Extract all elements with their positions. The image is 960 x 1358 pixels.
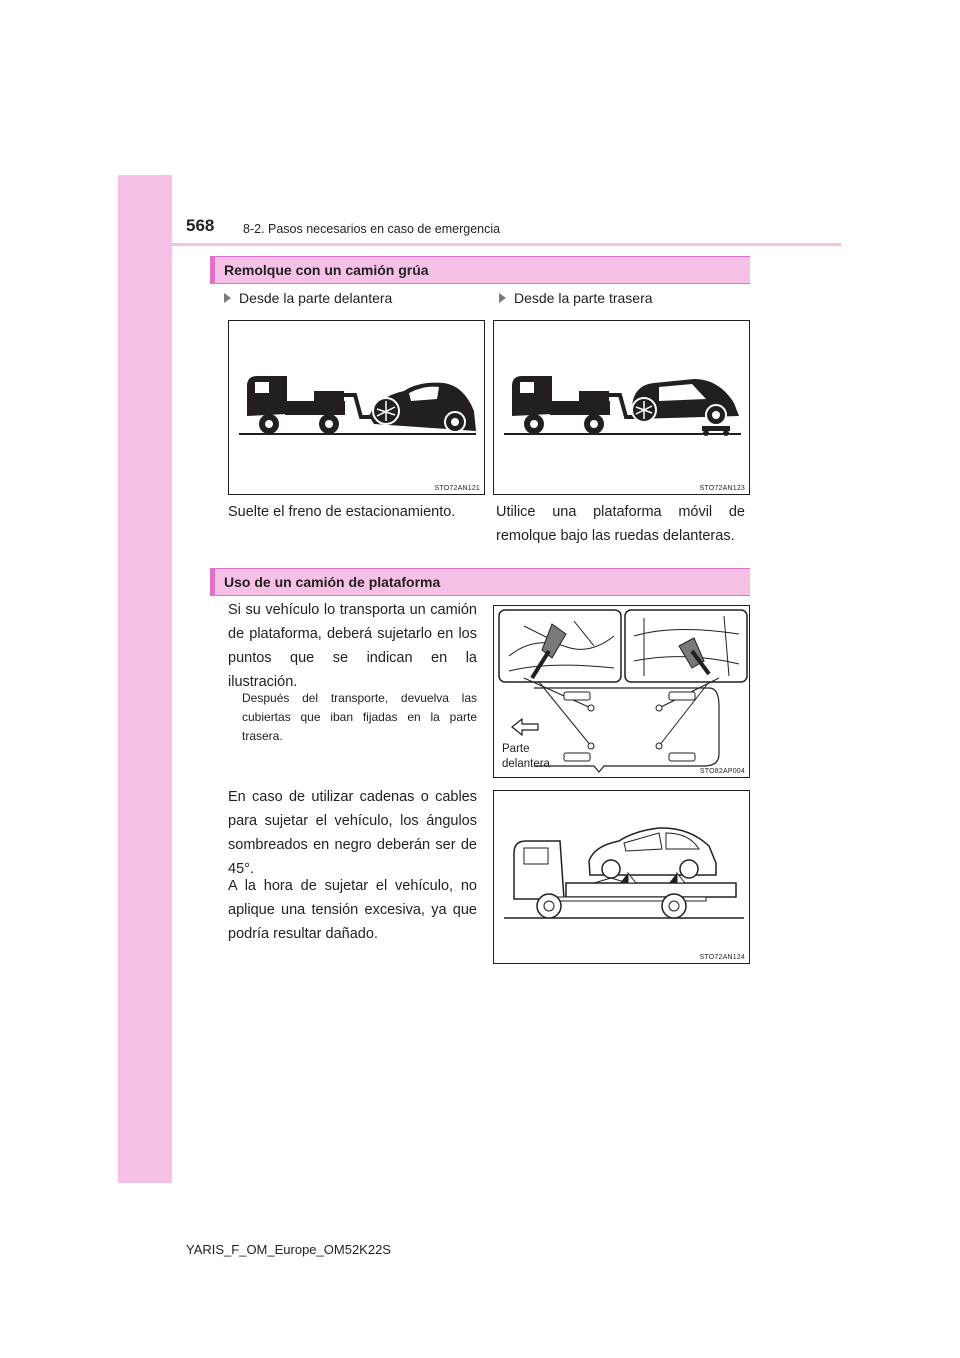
header-rule: [118, 243, 841, 246]
chapter-title: 8-2. Pasos necesarios en caso de emergencia: [243, 222, 501, 236]
paragraph-flatbed-intro: Si su vehículo lo transporta un camión de plataforma, deberá sujetarlo en los puntos que se indican en la ilustración.: [228, 602, 477, 690]
caption-front: Suelte el freno de estacionamiento.: [228, 504, 456, 520]
footer-document-id: YARIS_F_OM_Europe_OM52K22S: [186, 1242, 391, 1257]
figure-tow-rear: [493, 320, 750, 495]
sidebar-tab: [118, 175, 172, 1183]
figure-code: STO82AP004: [699, 768, 745, 775]
bullet-rear: [499, 290, 653, 306]
figure-tow-front: [228, 320, 485, 495]
figure-flatbed-truck: [493, 790, 750, 964]
tie-down-points-illustration: [494, 606, 751, 779]
tow-truck-rear-illustration: [494, 321, 751, 496]
figure-code: STO72AN121: [434, 485, 480, 492]
bullet-label: Desde la parte delantera: [239, 290, 393, 306]
triangle-bullet-icon: [224, 293, 231, 303]
section-heading-flatbed: [210, 568, 750, 596]
note-covers: Después del transporte, devuelva las cubiertas que iban fijadas en la parte trasera.: [242, 691, 477, 743]
flatbed-truck-illustration: [494, 791, 751, 965]
front-label-line1: Parte: [502, 743, 530, 755]
bullet-front: [224, 290, 392, 306]
page-number: 568: [186, 216, 215, 235]
figure-code: STO72AN123: [699, 485, 745, 492]
section-title: Remolque con un camión grúa: [224, 262, 429, 278]
triangle-bullet-icon: [499, 293, 506, 303]
caption-rear: Utilice una plataforma móvil de remolque bajo las ruedas delanteras.: [496, 504, 745, 544]
front-label-line2: delantera: [502, 758, 550, 770]
paragraph-tension: A la hora de sujetar el vehículo, no aplique una tensión excesiva, ya que podría resultar dañado.: [228, 878, 477, 942]
tow-truck-front-illustration: [229, 321, 486, 496]
section-heading-tow-truck: [210, 256, 750, 284]
figure-code: STO72AN124: [699, 954, 745, 961]
bullet-label: Desde la parte trasera: [514, 290, 653, 306]
section-title: Uso de un camión de plataforma: [224, 574, 441, 590]
figure-tie-down-points: [493, 605, 750, 778]
paragraph-chains: En caso de utilizar cadenas o cables para sujetar el vehículo, los ángulos sombreados en negro deberán ser de 45°.: [228, 789, 477, 877]
